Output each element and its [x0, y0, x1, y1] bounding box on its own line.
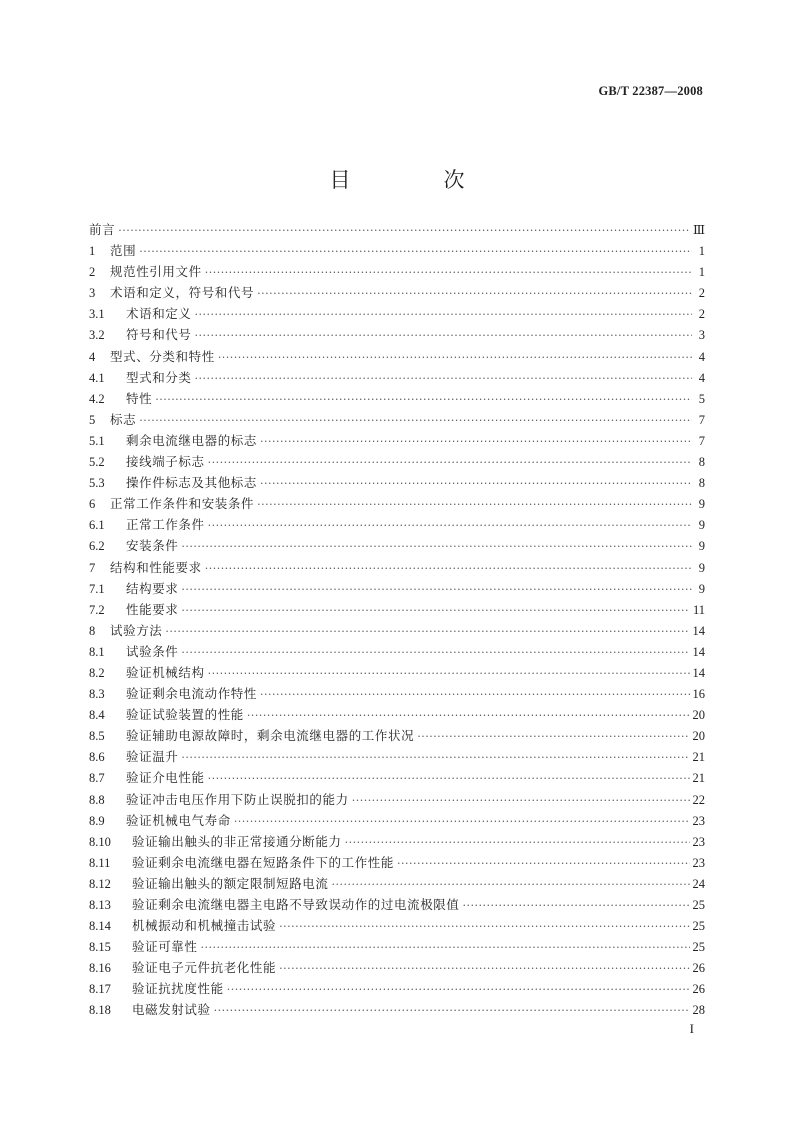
toc-entry[interactable] — [89, 978, 705, 999]
toc-entry-number: 3.2 — [89, 328, 105, 343]
dot-leader — [257, 494, 692, 515]
dot-leader — [181, 747, 689, 768]
toc-entry-label: 验证机械电气寿命 — [126, 812, 231, 828]
toc-entry-number: 8.3 — [89, 687, 105, 702]
toc-entry-label: 性能要求 — [126, 601, 179, 617]
dot-leader — [195, 325, 692, 346]
dot-leader — [208, 452, 692, 473]
dot-leader — [417, 726, 689, 747]
toc-entry[interactable] — [89, 451, 705, 472]
toc-entry-label: 术语和定义，符号和代号 — [110, 285, 255, 301]
toc-entry-label: 验证介电性能 — [126, 770, 205, 786]
toc-entry-page: 1 — [698, 265, 705, 280]
toc-entry-number: 5.3 — [89, 476, 105, 491]
dot-leader — [208, 663, 690, 684]
toc-entry-label: 型式、分类和特性 — [110, 348, 215, 364]
toc-entry-label: 前言 — [89, 222, 116, 237]
toc-entry-number: 6.1 — [89, 518, 105, 533]
toc-entry-page: 14 — [692, 644, 705, 659]
toc-entry-label: 验证抗扰度性能 — [132, 981, 224, 997]
toc-entry[interactable] — [89, 324, 705, 345]
toc-entry-number: 4.2 — [89, 391, 105, 406]
toc-entry[interactable] — [89, 641, 705, 662]
toc-entry-number: 6.2 — [89, 539, 105, 554]
toc-entry-label: 验证电子元件抗老化性能 — [132, 960, 277, 976]
toc-entry[interactable] — [89, 725, 705, 746]
toc-entry[interactable] — [89, 240, 705, 261]
dot-leader — [181, 642, 689, 663]
toc-entry-label: 试验方法 — [110, 622, 163, 638]
toc-entry-page: 7 — [698, 412, 705, 427]
toc-entry-page: 2 — [698, 286, 705, 301]
dot-leader — [165, 621, 689, 642]
dot-leader — [397, 853, 689, 874]
toc-entry-page: 7 — [698, 433, 705, 448]
toc-entry[interactable] — [89, 620, 705, 641]
toc-entry-label: 验证机械结构 — [126, 664, 205, 680]
toc-entry-label: 剩余电流继电器的标志 — [126, 432, 258, 448]
toc-entry-page: 23 — [692, 813, 705, 828]
dot-leader — [247, 705, 690, 726]
toc-entry-label: 验证冲击电压作用下防止误脱扣的能力 — [126, 791, 349, 807]
toc-entry-page: 25 — [692, 919, 705, 934]
dot-leader — [352, 790, 690, 811]
toc-entry-number: 6 — [89, 497, 96, 512]
toc-entry-page: 11 — [692, 602, 705, 617]
toc-entry-page: 25 — [692, 940, 705, 955]
toc-entry-number: 8 — [89, 623, 96, 638]
toc-entry-number: 5.2 — [89, 455, 105, 470]
toc-entry-number: 8.10 — [89, 834, 111, 849]
toc-entry[interactable] — [89, 388, 705, 409]
dot-leader — [463, 895, 690, 916]
toc-entry[interactable] — [89, 789, 705, 810]
toc-entry-number: 7.2 — [89, 602, 105, 617]
toc-entry-page: 26 — [692, 982, 705, 997]
toc-entry-label: 验证剩余电流继电器在短路条件下的工作性能 — [132, 854, 395, 870]
toc-entry-label: 结构要求 — [126, 580, 179, 596]
dot-leader — [181, 579, 692, 600]
toc-entry-number: 8.6 — [89, 750, 105, 765]
toc-entry-label: 符号和代号 — [126, 327, 192, 343]
toc-entry-label: 特性 — [126, 390, 153, 406]
toc-entry-page: 23 — [692, 855, 705, 870]
toc-entry-number: 8.14 — [89, 919, 111, 934]
toc-entry-number: 8.4 — [89, 708, 105, 723]
toc-entry-number: 8.8 — [89, 792, 105, 807]
dot-leader — [227, 979, 690, 1000]
toc-entry-page: 25 — [692, 898, 705, 912]
toc-entry-number: 8.16 — [89, 961, 111, 976]
dot-leader — [332, 874, 690, 895]
toc-entry-page: 14 — [692, 623, 705, 638]
toc-entry[interactable] — [89, 767, 705, 788]
toc-entry[interactable] — [89, 514, 705, 535]
toc-entry-label: 术语和定义 — [126, 306, 192, 322]
toc-entry-page: 14 — [692, 665, 705, 680]
toc-entry-number: 8.1 — [89, 644, 105, 659]
toc-entry-number: 8.5 — [89, 729, 105, 744]
toc-entry-number: 8.2 — [89, 665, 105, 680]
toc-entry[interactable] — [89, 873, 705, 894]
toc-entry[interactable] — [89, 894, 705, 915]
toc-entry-label: 型式和分类 — [126, 369, 192, 385]
toc-entry-page: 3 — [698, 328, 705, 343]
toc-entry-page: 22 — [692, 792, 705, 807]
toc-entry-page: 9 — [698, 581, 705, 596]
page-number: I — [689, 1021, 694, 1036]
dot-leader — [208, 515, 692, 536]
toc-entry-label: 验证可靠性 — [132, 939, 198, 955]
toc-entry-page: 9 — [698, 560, 705, 575]
toc-entry[interactable] — [89, 346, 705, 367]
dot-leader — [181, 536, 692, 557]
toc-entry-number: 7 — [89, 560, 96, 575]
toc-entry-page: 2 — [698, 307, 705, 322]
toc-entry[interactable] — [89, 472, 705, 493]
toc-entry-number: 7.1 — [89, 581, 105, 596]
toc-entry[interactable] — [89, 831, 705, 852]
dot-leader — [345, 832, 690, 853]
toc-entry-label: 验证输出触头的非正常接通分断能力 — [132, 833, 342, 849]
toc-entry[interactable] — [89, 852, 705, 873]
dot-leader — [214, 1000, 690, 1021]
dot-leader — [205, 262, 692, 283]
dot-leader — [208, 768, 690, 789]
toc-entry[interactable] — [89, 599, 705, 620]
dot-leader — [195, 304, 692, 325]
table-of-contents — [89, 219, 705, 1021]
toc-entry-label: 验证剩余电流继电器主电路不导致误动作的过电流极限值 — [132, 897, 460, 912]
toc-entry-number: 5 — [89, 412, 96, 427]
toc-entry-page: 24 — [692, 876, 705, 891]
toc-entry[interactable] — [89, 915, 705, 936]
toc-entry[interactable] — [89, 704, 705, 725]
dot-leader — [139, 410, 692, 431]
toc-entry[interactable] — [89, 430, 705, 451]
toc-entry[interactable] — [89, 261, 705, 282]
toc-entry-label: 标志 — [110, 411, 137, 427]
dot-leader — [257, 283, 692, 304]
toc-entry-page: 23 — [692, 834, 705, 849]
toc-entry-label: 接线端子标志 — [126, 454, 205, 470]
toc-entry-number: 3.1 — [89, 307, 105, 322]
toc-entry[interactable] — [89, 557, 705, 578]
dot-leader — [260, 431, 692, 452]
toc-entry[interactable] — [89, 810, 705, 831]
dot-leader — [118, 220, 690, 241]
toc-entry-page: 5 — [698, 391, 705, 406]
toc-entry[interactable] — [89, 303, 705, 324]
toc-entry-page: 21 — [692, 771, 705, 786]
toc-entry-page: 4 — [698, 370, 705, 385]
toc-entry-number: 4.1 — [89, 370, 105, 385]
toc-entry-page: 8 — [698, 476, 705, 491]
dot-leader — [260, 684, 689, 705]
dot-leader — [279, 916, 689, 937]
toc-entry-page: 16 — [692, 687, 705, 702]
toc-entry-number: 8.13 — [89, 898, 111, 912]
toc-entry-label: 验证试验装置的性能 — [126, 707, 244, 723]
toc-entry-number: 8.15 — [89, 940, 111, 955]
toc-entry[interactable] — [89, 936, 705, 957]
toc-entry-number: 1 — [89, 244, 96, 259]
toc-entry-number: 8.12 — [89, 876, 111, 891]
toc-entry-label: 验证输出触头的额定限制短路电流 — [132, 875, 329, 891]
toc-entry-page: 20 — [692, 708, 705, 723]
dot-leader — [260, 473, 692, 494]
toc-entry-label: 试验条件 — [126, 643, 179, 659]
toc-entry-label: 范围 — [110, 243, 137, 259]
dot-leader — [195, 368, 692, 389]
toc-entry[interactable] — [89, 662, 705, 683]
toc-entry-label: 正常工作条件和安装条件 — [110, 496, 255, 512]
toc-entry-page: 1 — [698, 244, 705, 259]
toc-entry-label: 正常工作条件 — [126, 517, 205, 533]
toc-entry-label: 操作件标志及其他标志 — [126, 475, 258, 491]
dot-leader — [181, 600, 690, 621]
toc-entry-number: 8.17 — [89, 982, 111, 997]
toc-entry-page: Ⅲ — [692, 223, 705, 237]
toc-entry-label: 验证剩余电流动作特性 — [126, 686, 258, 702]
toc-entry-page: 26 — [692, 961, 705, 976]
toc-entry-page: 9 — [698, 518, 705, 533]
toc-entry-number: 8.11 — [89, 855, 111, 870]
toc-entry[interactable] — [89, 535, 705, 556]
toc-entry-label: 机械振动和机械撞击试验 — [132, 918, 277, 934]
dot-leader — [139, 241, 692, 262]
toc-entry[interactable] — [89, 409, 705, 430]
toc-entry[interactable] — [89, 282, 705, 303]
toc-entry-label: 安装条件 — [126, 538, 179, 554]
dot-leader — [201, 937, 690, 958]
toc-entry-label: 验证辅助电源故障时，剩余电流继电器的工作状况 — [126, 728, 415, 744]
toc-entry-number: 8.18 — [89, 1003, 111, 1018]
toc-entry-page: 20 — [692, 729, 705, 744]
toc-entry-number: 3 — [89, 286, 96, 301]
toc-entry[interactable] — [89, 493, 705, 514]
dot-leader — [279, 958, 689, 979]
toc-entry-page: 4 — [698, 349, 705, 364]
toc-entry[interactable] — [89, 683, 705, 704]
toc-entry-number: 5.1 — [89, 433, 105, 448]
standard-code: GB/T 22387—2008 — [598, 84, 703, 98]
toc-entry[interactable] — [89, 578, 705, 599]
dot-leader — [155, 389, 692, 410]
toc-entry-label: 验证温升 — [126, 749, 179, 765]
toc-entry-number: 8.7 — [89, 771, 105, 786]
toc-entry-page: 28 — [692, 1003, 705, 1018]
toc-entry-label: 电磁发射试验 — [132, 1002, 211, 1018]
toc-entry[interactable] — [89, 746, 705, 767]
dot-leader — [218, 347, 692, 368]
page-title: 目 次 — [329, 168, 501, 193]
toc-entry-label: 规范性引用文件 — [110, 264, 202, 280]
toc-entry-number: 2 — [89, 265, 96, 280]
toc-entry-label: 结构和性能要求 — [110, 559, 202, 575]
toc-entry-number: 8.9 — [89, 813, 105, 828]
toc-entry-page: 9 — [698, 539, 705, 554]
dot-leader — [234, 811, 690, 832]
toc-entry[interactable] — [89, 957, 705, 978]
toc-entry-number: 4 — [89, 349, 96, 364]
toc-entry-page: 21 — [692, 750, 705, 765]
toc-entry[interactable] — [89, 367, 705, 388]
dot-leader — [205, 558, 692, 579]
toc-entry-page: 9 — [698, 497, 705, 512]
toc-entry[interactable] — [89, 219, 705, 240]
toc-entry[interactable] — [89, 999, 705, 1020]
toc-entry-page: 8 — [698, 455, 705, 470]
